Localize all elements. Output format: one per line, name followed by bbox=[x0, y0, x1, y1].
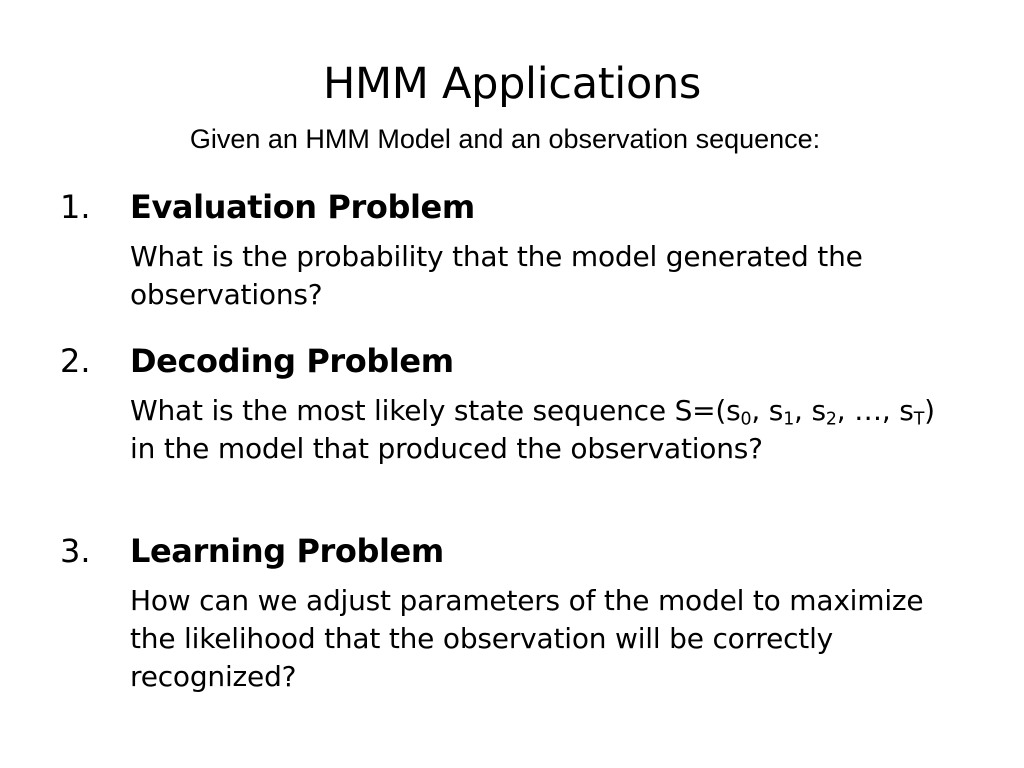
subscript: T bbox=[913, 409, 925, 430]
item-heading: Evaluation Problem bbox=[130, 188, 475, 226]
slide-title: HMM Applications bbox=[322, 59, 702, 109]
item-description: What is the probability that the model generated the observations? bbox=[130, 240, 863, 311]
text-segment: What is the most likely state sequence S=(s bbox=[130, 394, 741, 427]
subscript: 1 bbox=[783, 409, 795, 430]
list-number: 2. bbox=[60, 342, 91, 380]
item-description: How can we adjust parameters of the model to maximize the likelihood that the observation will be correctly recognized? bbox=[130, 584, 924, 693]
list-number: 1. bbox=[60, 188, 91, 226]
list-number: 3. bbox=[60, 532, 91, 570]
text-segment: ) in the model that produced the observations? bbox=[130, 394, 935, 465]
subscript: 0 bbox=[740, 409, 752, 430]
item-heading: Learning Problem bbox=[130, 532, 444, 570]
text-segment: , s bbox=[751, 394, 784, 427]
subscript: 2 bbox=[825, 409, 837, 430]
text-segment: , …, s bbox=[836, 394, 914, 427]
item-description bbox=[130, 392, 950, 468]
text-segment: , s bbox=[794, 394, 826, 427]
slide-subtitle: Given an HMM Model and an observation sequence: bbox=[189, 124, 821, 154]
item-heading: Decoding Problem bbox=[130, 342, 454, 380]
